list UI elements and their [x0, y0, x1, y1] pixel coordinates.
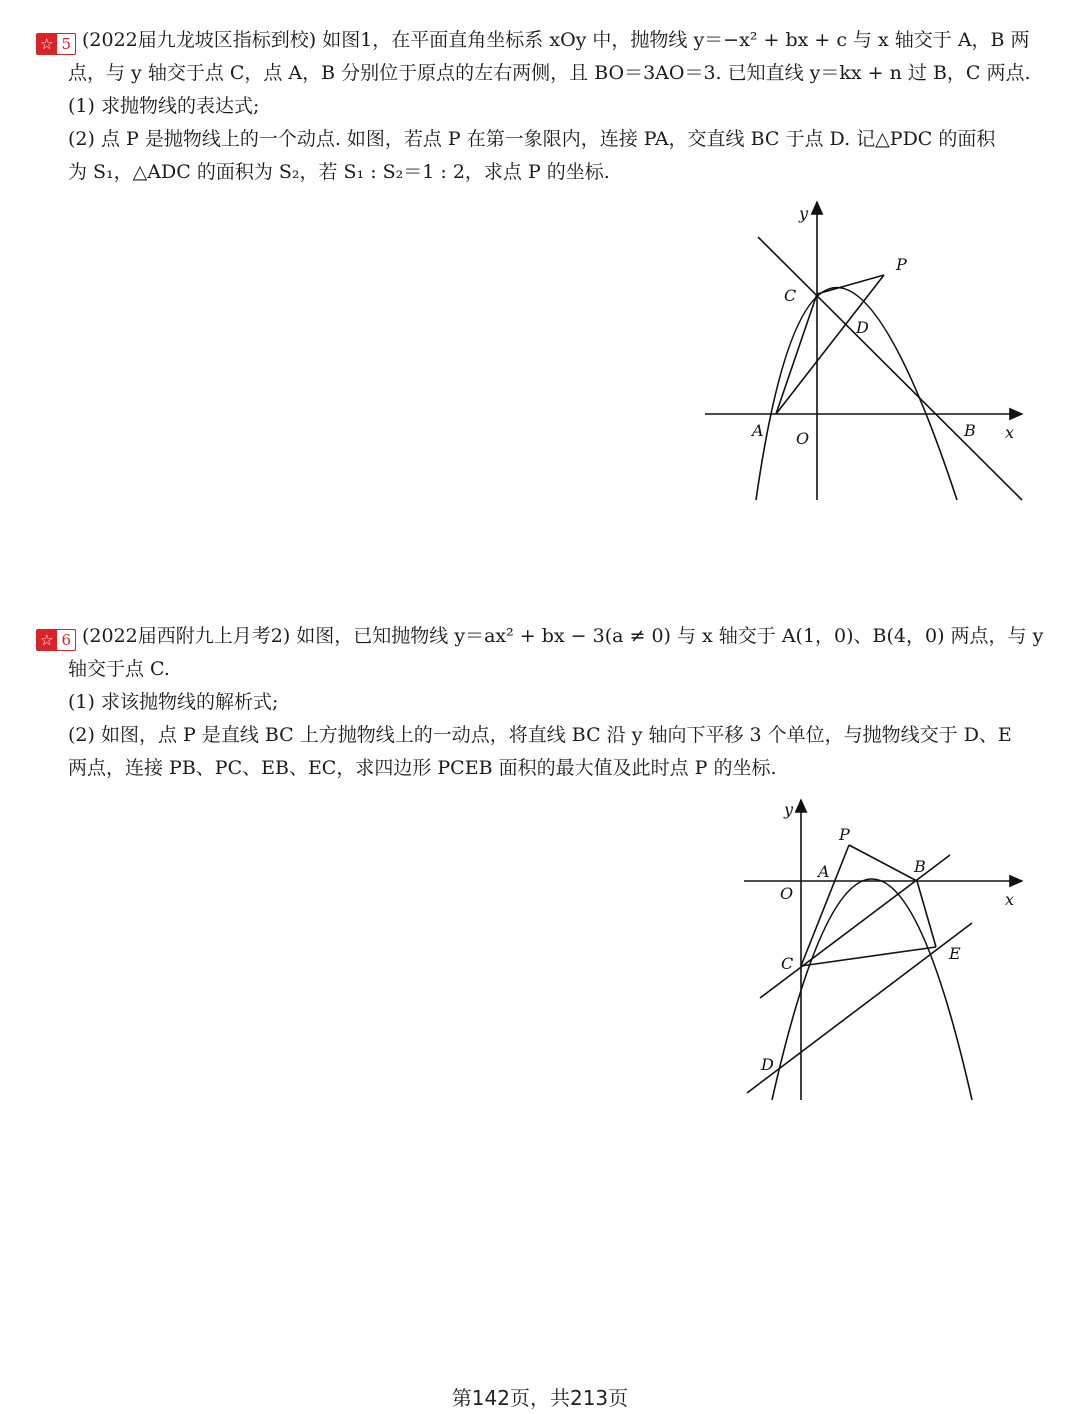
problem-6-line-4: (2) 如图，点 P 是直线 BC 上方抛物线上的一动点，将直线 BC 沿 y 轴向下平移 3 个单位，与抛物线交于 D、E [68, 724, 1012, 746]
problem-number: 6 [56, 629, 76, 651]
parabola-curve [772, 879, 972, 1100]
problem-5-line-3: (1) 求抛物线的表达式; [68, 95, 260, 117]
label-b: B [914, 857, 926, 876]
problem-text: (2022届九龙坡区指标到校) 如图1，在平面直角坐标系 xOy 中，抛物线 y＝−x² + bx + c 与 x 轴交于 A，B 两 [82, 29, 1030, 51]
problem-5-badge [36, 33, 76, 55]
label-x: x [1005, 890, 1015, 909]
problem-5-line-5: 为 S₁，△ADC 的面积为 S₂，若 S₁ : S₂＝1 : 2，求点 P 的坐标. [68, 161, 610, 183]
problem-5-line-2: 点，与 y 轴交于点 C，点 A，B 分别位于原点的左右两侧，且 BO＝3AO＝3. 已知直线 y＝kx + n 过 B，C 两点. [68, 62, 1031, 84]
problem-6-line-5: 两点，连接 PB、PC、EB、EC，求四边形 PCEB 面积的最大值及此时点 P 的坐标. [68, 757, 777, 779]
label-e: E [949, 944, 961, 963]
problem-6-line-3: (1) 求该抛物线的解析式; [68, 691, 279, 713]
label-d: D [856, 318, 869, 337]
segment-ec [801, 947, 936, 966]
problem-6-line-2: 轴交于点 C. [68, 658, 170, 680]
line-de [747, 923, 972, 1093]
problem-6-line-1 [36, 620, 1044, 653]
segment-ac [776, 294, 817, 414]
segment-pb [849, 845, 917, 881]
segment-eb [917, 881, 936, 947]
problem-5-figure [700, 195, 1040, 510]
problem-6-badge [36, 629, 76, 651]
label-a: A [752, 421, 764, 440]
label-x: x [1005, 423, 1015, 442]
problem-5-line-4: (2) 点 P 是抛物线上的一个动点. 如图，若点 P 在第一象限内，连接 PA，交直线 BC 于点 D. 记△PDC 的面积 [68, 128, 996, 150]
line-bc [760, 855, 950, 998]
page-footer: 第142页，共213页 [451, 1386, 629, 1410]
label-d: D [761, 1055, 774, 1074]
problem-6-figure [740, 795, 1040, 1105]
star-icon: ☆ [40, 631, 54, 649]
problem-6 [36, 620, 1044, 785]
star-icon: ☆ [40, 35, 54, 53]
label-a: A [818, 862, 830, 881]
label-p: P [839, 825, 850, 844]
label-b: B [964, 421, 976, 440]
label-y: y [784, 800, 794, 819]
label-y: y [799, 204, 809, 223]
parabola-diagram-5 [700, 195, 1040, 510]
label-p: P [896, 255, 907, 274]
label-o: O [796, 429, 810, 448]
problem-5-line-1 [36, 24, 1036, 57]
line-bc [758, 237, 1022, 500]
problem-5 [36, 24, 1036, 189]
parabola-diagram-6 [740, 795, 1040, 1105]
label-o: O [780, 884, 794, 903]
problem-text: (2022届西附九上月考2) 如图，已知抛物线 y＝ax² + bx − 3(a ≠ 0) 与 x 轴交于 A(1，0)、B(4，0) 两点，与 y [82, 625, 1044, 647]
problem-number: 5 [56, 33, 76, 55]
label-c: C [781, 954, 794, 973]
label-c: C [784, 286, 797, 305]
